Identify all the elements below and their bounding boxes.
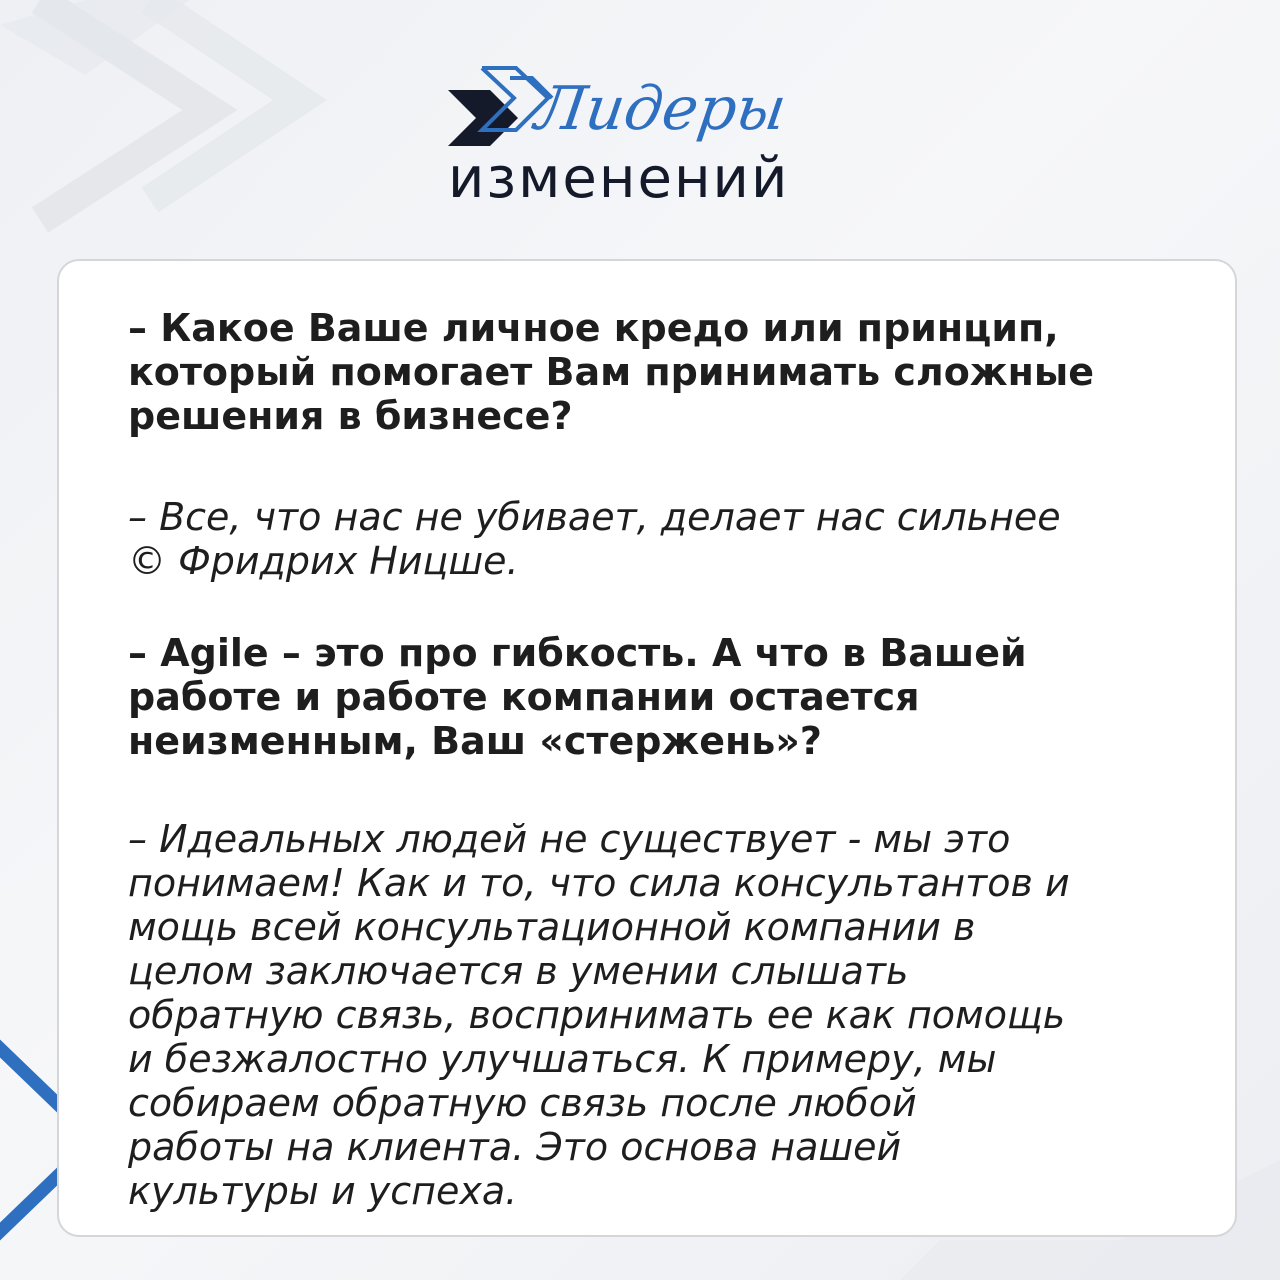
- question-1: – Какое Ваше личное кредо или принцип, который помогает Вам принимать сложные решения в бизнесе?: [128, 306, 1095, 438]
- logo-word-text: изменений: [448, 146, 790, 211]
- logo-script-text: Лидеры: [531, 74, 791, 144]
- question-2: – Agile – это про гибкость. А что в Вашей работе и работе компании остается неизменным, Ваш «стержень»?: [128, 631, 1027, 763]
- answer-2: – Идеальных людей не существует - мы это понимаем! Как и то, что сила консультантов и мощь всей консультационной компании в целом заключается в умении слышать обратную связь, воспринимать ее как помощь и безжалостно улучшаться. К примеру, мы собираем обратную связь после любой работы на клиента. Это основа нашей культуры и успеха.: [128, 817, 1070, 1213]
- logo: [440, 55, 850, 225]
- answer-1: – Все, что нас не убивает, делает нас сильнее © Фридрих Ницше.: [128, 495, 1061, 583]
